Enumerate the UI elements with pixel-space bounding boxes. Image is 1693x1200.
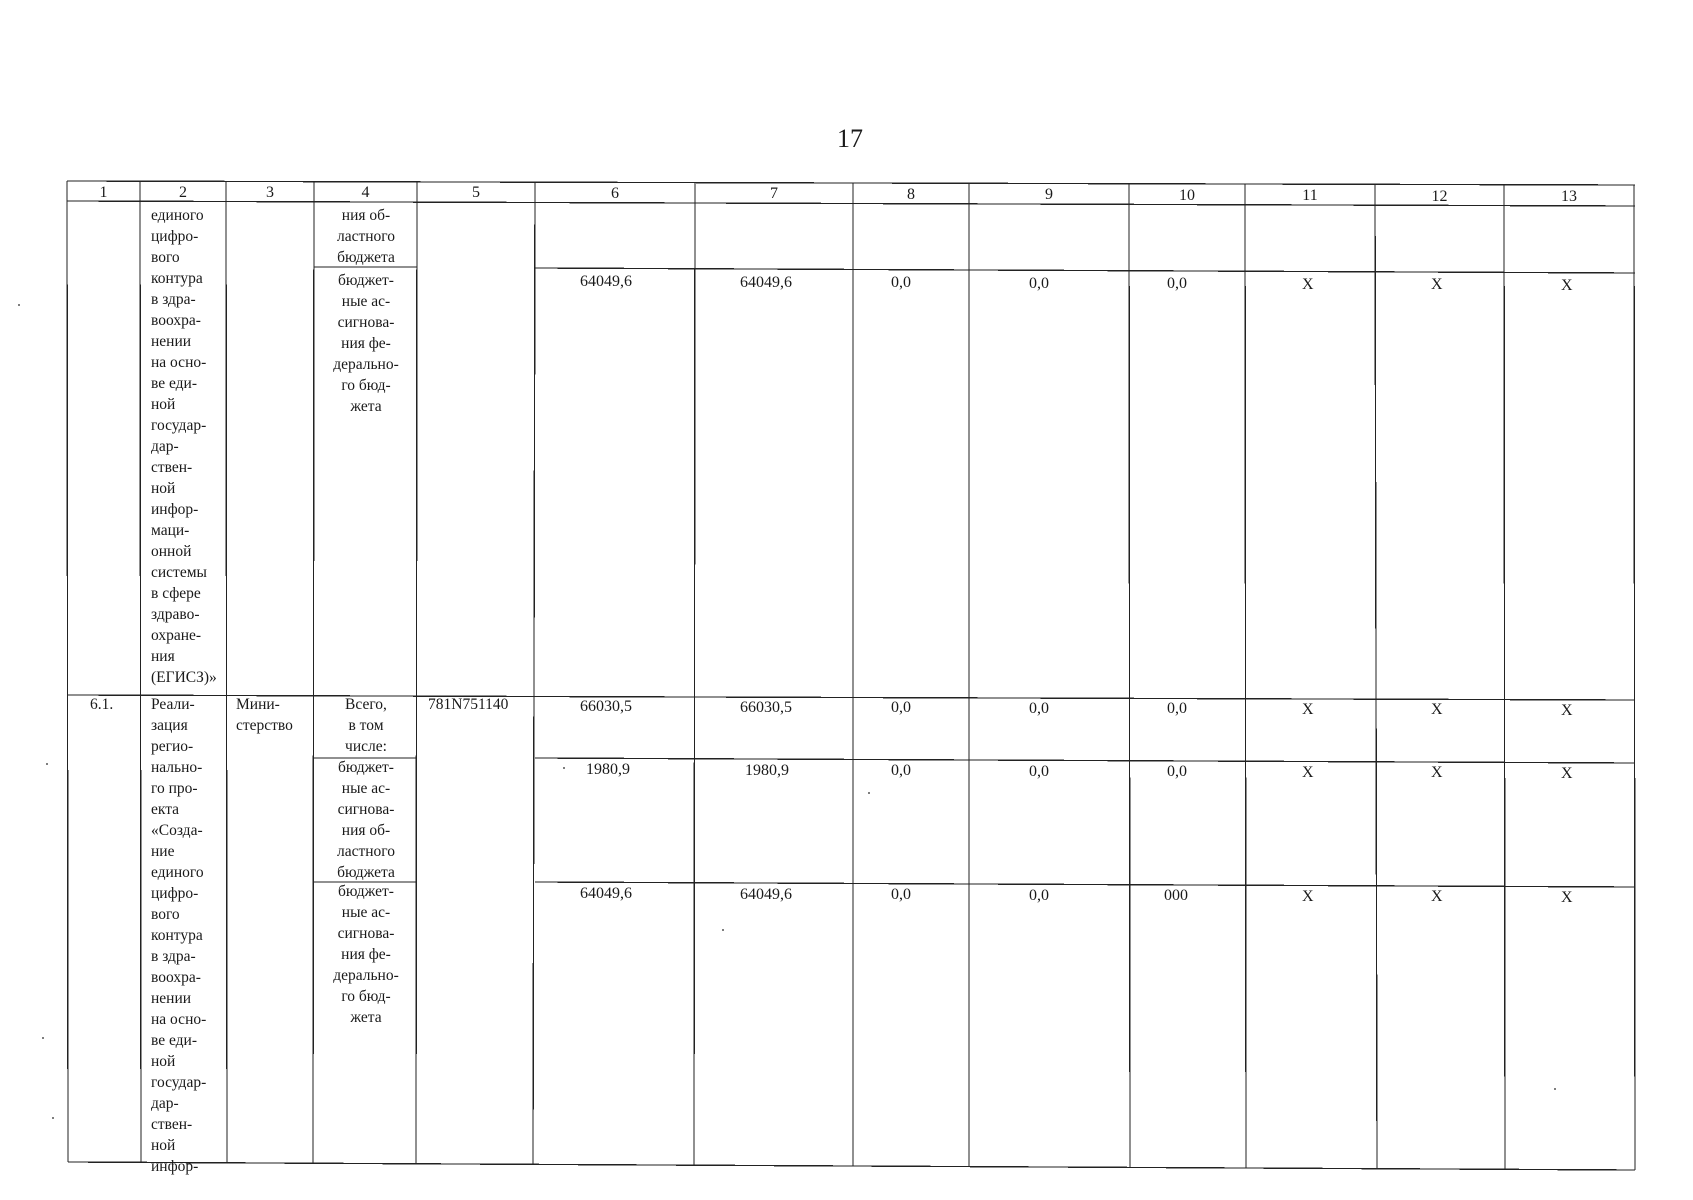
value-cell: 1980,9 [745,762,789,779]
value-cell: X [1302,276,1314,293]
value-cell: 0,0 [1029,763,1049,780]
scan-speck [52,1117,54,1119]
value-cell: X [1561,889,1573,906]
block2-funding-source-total: Всего, в том числе: [345,696,387,755]
block1-activity-name: единого цифро- вого контура в здра- воохра- нении на осно- ве еди- ной государ- дар- ствен- ной инфор- маци- онной системы в сфере здраво- охране- ния (ЕГИСЗ)» [151,207,217,686]
value-cell: X [1302,701,1314,718]
header-col-13: 13 [1561,188,1577,205]
scan-speck [563,767,565,769]
header-col-8: 8 [907,186,915,203]
value-cell: X [1431,701,1443,718]
block1-funding-source-federal: бюджет- ные ас- сигнова- ния фе- дерально- го бюд- жета [333,272,399,415]
header-col-6: 6 [611,185,619,202]
header-col-1: 1 [99,184,108,201]
value-cell: 0,0 [1167,763,1187,780]
header-col-5: 5 [472,184,480,201]
block2-activity-name: Реали- зация регио- нально- го про- екта «Созда- ние единого цифро- вого контура в здра- воохра- нении на осно- ве еди- ной государ- дар- ствен- ной инфор- [151,696,207,1175]
value-cell: X [1302,764,1314,781]
value-cell: 0,0 [1167,700,1187,717]
value-cell: 64049,6 [740,886,792,903]
scan-speck [46,763,48,765]
block2-budget-code: 781N751140 [428,696,509,713]
value-cell: X [1431,764,1443,781]
scan-speck [42,1037,44,1039]
value-cell: 0,0 [891,699,911,716]
header-col-10: 10 [1179,187,1195,204]
value-cell: 64049,6 [580,273,632,290]
value-cell: 66030,5 [580,698,632,715]
header-col-4: 4 [361,184,370,201]
value-cell: X [1302,888,1314,905]
value-cell: 64049,6 [740,274,792,291]
header-col-11: 11 [1302,187,1318,204]
block2-funding-source-regional: бюджет- ные ас- сигнова- ния об- ластного бюджета [336,759,396,881]
value-cell: 000 [1164,887,1188,904]
scan-speck [868,792,870,794]
value-cell: X [1561,277,1573,294]
value-cell: 0,0 [891,274,911,291]
header-col-3: 3 [266,184,274,201]
value-cell: 1980,9 [586,761,630,778]
page-number: 17 [837,124,863,153]
header-col-12: 12 [1431,188,1448,205]
value-cell: X [1431,888,1443,905]
value-cell: 64049,6 [580,885,632,902]
scan-speck [18,304,20,306]
scan-speck [1554,1088,1556,1090]
block2-executor: Мини- стерство [236,696,293,734]
block1-funding-source-regional: ния об- ластного бюджета [336,207,396,266]
header-col-9: 9 [1045,186,1053,203]
header-col-7: 7 [770,185,778,202]
block2-row-number: 6.1. [90,696,114,713]
block2-funding-source-federal: бюджет- ные ас- сигнова- ния фе- дерально- го бюд- жета [333,883,399,1026]
header-col-2: 2 [179,184,187,201]
value-cell: X [1431,276,1443,293]
value-cell: 66030,5 [740,699,792,716]
value-cell: 0,0 [1167,275,1187,292]
value-cell: X [1561,765,1573,782]
value-cell: X [1561,702,1573,719]
scan-speck [722,929,724,931]
value-cell: 0,0 [1029,700,1049,717]
value-cell: 0,0 [891,886,911,903]
value-cell: 0,0 [1029,275,1049,292]
value-cell: 0,0 [1029,887,1049,904]
value-cell: 0,0 [891,762,911,779]
